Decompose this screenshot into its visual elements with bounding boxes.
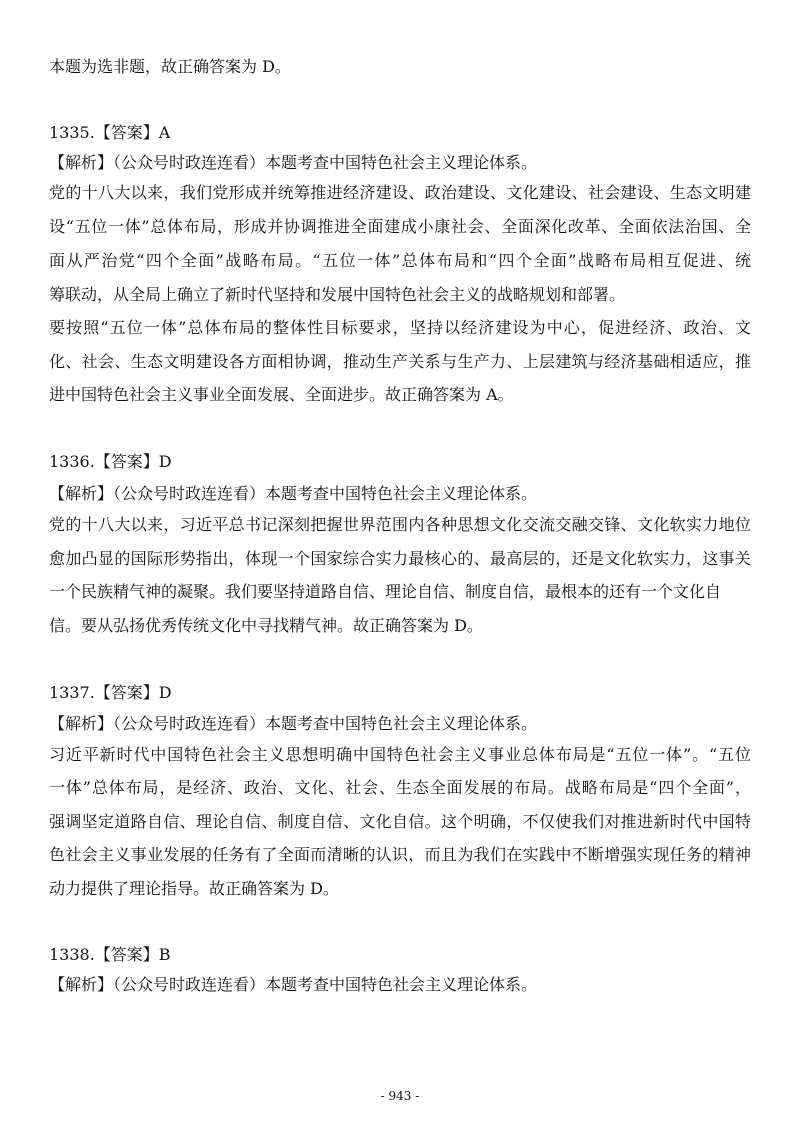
analysis-label-1338: 【解析】（公众号时政连连看）本题考查中国特色社会主义理论体系。 — [49, 975, 538, 994]
paragraph-line: 党的十八大以来，习近平总书记深刻把握世界范围内各种思想文化交流交融交锋、文化软实力地位 — [49, 515, 751, 534]
paragraph-line: 进中国特色社会主义事业全面发展、全面进步。故正确答案为 A。 — [49, 385, 514, 404]
paragraph-line: 党的十八大以来，我们党形成并统筹推进经济建设、政治建设、文化建设、社会建设、生态文明建 — [49, 183, 751, 202]
paragraph-line: 强调坚定道路自信、理论自信、制度自信、文化自信。这个明确，不仅使我们对推进新时代中国特 — [49, 812, 751, 831]
analysis-label-1337: 【解析】（公众号时政连连看）本题考查中国特色社会主义理论体系。 — [49, 714, 538, 733]
paragraph-line: 信。要从弘扬优秀传统文化中寻找精气神。故正确答案为 D。 — [49, 616, 483, 635]
paragraph-line: 一个民族精气神的凝聚。我们要坚持道路自信、理论自信、制度自信，最根本的还有一个文化自 — [49, 582, 722, 601]
intro-conclusion: 本题为选非题，故正确答案为 D。 — [49, 57, 291, 76]
paragraph-line: 动力提供了理论指导。故正确答案为 D。 — [49, 879, 339, 898]
paragraph-line: 愈加凸显的国际形势指出，体现一个国家综合实力最核心的、最高层的，还是文化软实力，这事关 — [49, 549, 751, 568]
analysis-label-1336: 【解析】（公众号时政连连看）本题考查中国特色社会主义理论体系。 — [49, 484, 538, 503]
page-number: - 943 - — [380, 1089, 420, 1103]
answer-header-1337: 1337.【答案】D — [49, 683, 172, 702]
answer-header-1335: 1335.【答案】A — [49, 123, 171, 142]
paragraph-line: 面从严治党“四个全面”战略布局。“五位一体”总体布局和“四个全面”战略布局相互促进、统 — [49, 251, 751, 270]
analysis-label-1335: 【解析】（公众号时政连连看）本题考查中国特色社会主义理论体系。 — [49, 153, 538, 172]
answer-header-1338: 1338.【答案】B — [49, 945, 171, 964]
paragraph-line: 化、社会、生态文明建设各方面相协调，推动生产关系与生产力、上层建筑与经济基础相适应，推 — [49, 352, 751, 371]
paragraph-line: 习近平新时代中国特色社会主义思想明确中国特色社会主义事业总体布局是“五位一体”。“五位 — [49, 745, 751, 764]
paragraph-line: 要按照“五位一体”总体布局的整体性目标要求，坚持以经济建设为中心，促进经济、政治、文 — [49, 318, 751, 337]
paragraph-line: 一体”总体布局，是经济、政治、文化、社会、生态全面发展的布局。战略布局是“四个全面”， — [49, 778, 751, 797]
paragraph-line: 色社会主义事业发展的任务有了全面而清晰的认识，而且为我们在实践中不断增强实现任务的精神 — [49, 845, 751, 864]
answer-header-1336: 1336.【答案】D — [49, 452, 172, 471]
paragraph-line: 筹联动，从全局上确立了新时代坚持和发展中国特色社会主义的战略规划和部署。 — [49, 285, 626, 304]
paragraph-line: 设“五位一体”总体布局，形成并协调推进全面建成小康社会、全面深化改革、全面依法治国、全 — [49, 217, 751, 236]
